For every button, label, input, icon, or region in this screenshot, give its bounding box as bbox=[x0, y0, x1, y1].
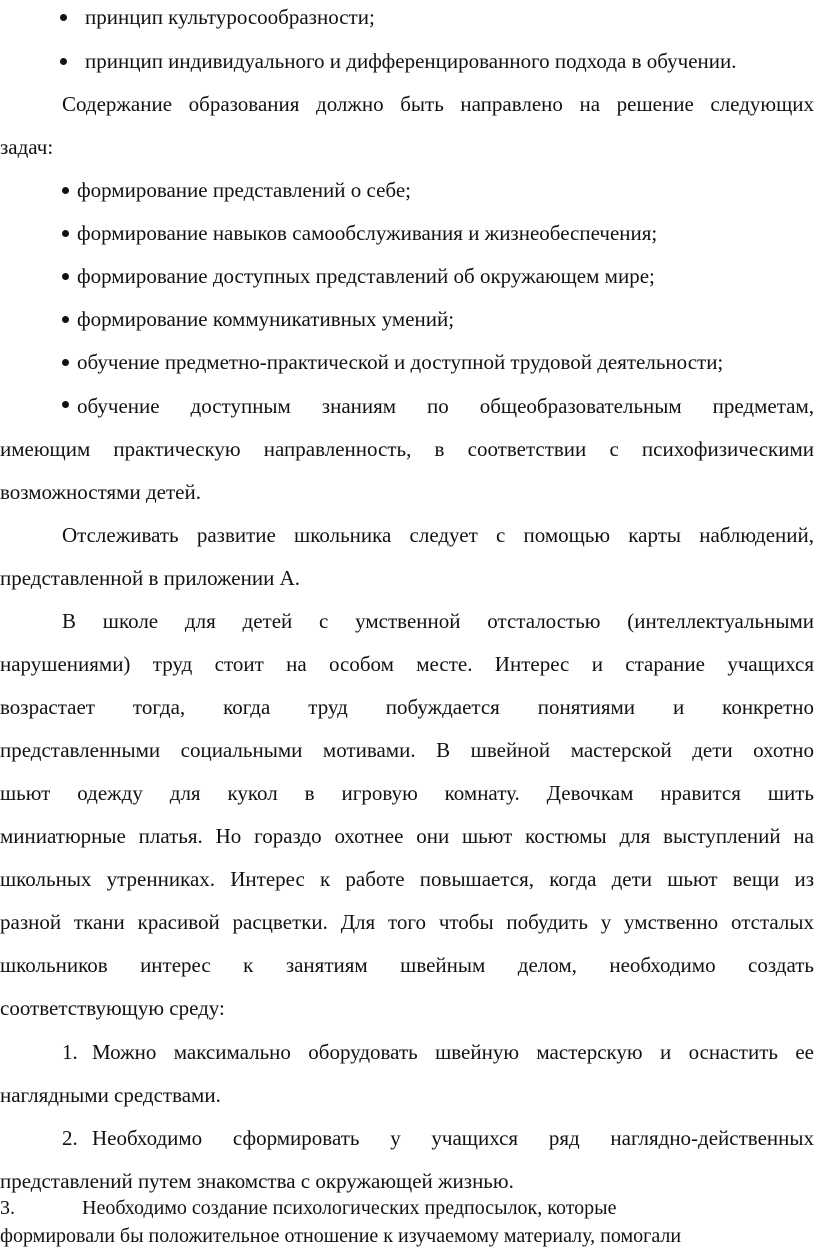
numbered-item-text: Можно максимально оборудовать швейную мастерскую и оснастить ее bbox=[92, 1040, 814, 1064]
paragraph-line: задач: bbox=[0, 135, 54, 159]
list-item bbox=[0, 262, 816, 290]
paragraph-line: наглядными средствами. bbox=[0, 1083, 221, 1107]
bullet-icon bbox=[62, 316, 69, 323]
list-item-text: обучение предметно-практической и доступной трудовой деятельности; bbox=[77, 350, 724, 374]
item-number: 2. bbox=[62, 1126, 78, 1150]
paragraph-line: представленной в приложении А. bbox=[0, 566, 300, 590]
numbered-item-text: Необходимо создание психологических предпосылок, которые bbox=[82, 1197, 617, 1219]
list-item bbox=[0, 176, 816, 204]
numbered-item-text: Необходимо сформировать у учащихся ряд наглядно-действенных bbox=[92, 1126, 814, 1150]
bullet-icon bbox=[62, 401, 69, 408]
paragraph-line: возможностями детей. bbox=[0, 480, 201, 504]
list-item-text: формирование доступных представлений об окружающем мире; bbox=[77, 264, 655, 288]
bullet-icon bbox=[62, 359, 69, 366]
paragraph-line: формировали бы положительное отношение к изучаемому материалу, помогали bbox=[0, 1225, 682, 1247]
numbered-item bbox=[0, 1194, 816, 1222]
paragraph-line: представлений путем знакомства с окружающей жизнью. bbox=[0, 1169, 514, 1193]
paragraph-line: Содержание образования должно быть направлено на решение следующих bbox=[62, 92, 814, 116]
paragraph-line: разной ткани красивой расцветки. Для того чтобы побудить у умственно отсталых bbox=[0, 910, 814, 934]
list-item-text: принцип индивидуального и дифференцированного подхода в обучении. bbox=[85, 49, 737, 73]
paragraph-line: В школе для детей с умственной отсталостью (интеллектуальными bbox=[62, 609, 814, 633]
paragraph-line: Отслеживать развитие школьника следует с помощью карты наблюдений, bbox=[62, 523, 814, 547]
list-item bbox=[0, 305, 816, 333]
paragraph-line: школьников интерес к занятиям швейным делом, необходимо создать bbox=[0, 953, 814, 977]
list-item bbox=[0, 47, 816, 75]
bullet-icon bbox=[60, 58, 67, 65]
list-item bbox=[0, 219, 816, 247]
list-item bbox=[0, 348, 816, 376]
list-item-text: формирование коммуникативных умений; bbox=[77, 307, 455, 331]
paragraph-line: нарушениями) труд стоит на особом месте. Интерес и старание учащихся bbox=[0, 652, 814, 676]
list-item-text: обучение доступным знаниям по общеобразовательным предметам, bbox=[77, 394, 814, 418]
list-item bbox=[0, 3, 816, 31]
bullet-icon bbox=[62, 273, 69, 280]
list-item bbox=[0, 392, 816, 420]
numbered-item bbox=[0, 1038, 816, 1066]
bullet-icon bbox=[60, 14, 67, 21]
numbered-item bbox=[0, 1124, 816, 1152]
list-item-text: формирование представлений о себе; bbox=[77, 178, 411, 202]
paragraph-line: шьют одежду для кукол в игровую комнату. Девочкам нравится шить bbox=[0, 781, 814, 805]
bullet-icon bbox=[62, 230, 69, 237]
paragraph-line: представленными социальными мотивами. В швейной мастерской дети охотно bbox=[0, 738, 814, 762]
bullet-icon bbox=[62, 187, 69, 194]
item-number: 1. bbox=[62, 1040, 78, 1064]
list-item-text: формирование навыков самообслуживания и жизнеобеспечения; bbox=[77, 221, 658, 245]
paragraph-line: школьных утренниках. Интерес к работе повышается, когда дети шьют вещи из bbox=[0, 867, 814, 891]
paragraph-line: возрастает тогда, когда труд побуждается понятиями и конкретно bbox=[0, 695, 814, 719]
paragraph-line: соответствующую среду: bbox=[0, 996, 225, 1020]
paragraph-line: миниатюрные платья. Но гораздо охотнее они шьют костюмы для выступлений на bbox=[0, 824, 814, 848]
paragraph-line: имеющим практическую направленность, в соответствии с психофизическими bbox=[0, 437, 814, 461]
item-number: 3. bbox=[0, 1197, 15, 1219]
list-item-text: принцип культуросообразности; bbox=[85, 5, 375, 29]
